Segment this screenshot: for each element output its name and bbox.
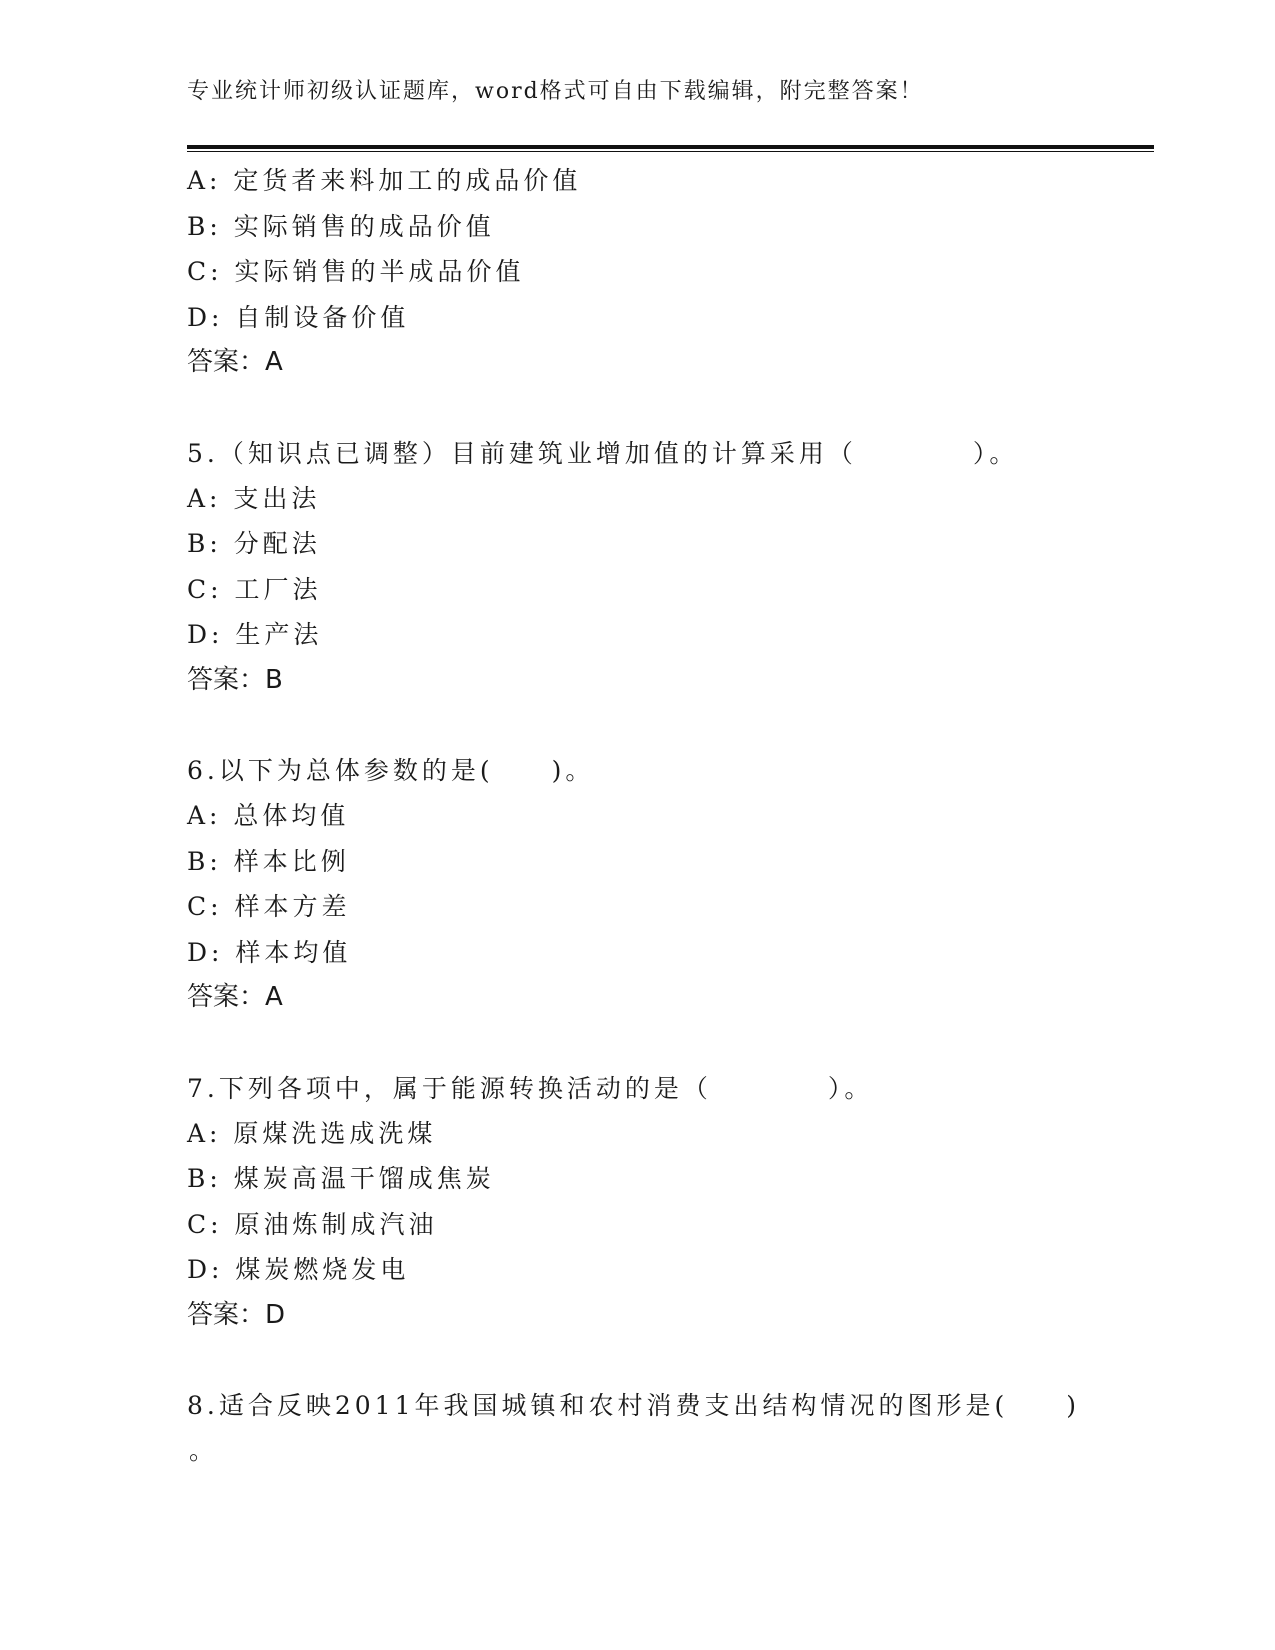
option-b: B: 实际销售的成品价值	[187, 211, 495, 241]
option-b: B: 煤炭高温干馏成焦炭	[187, 1164, 495, 1193]
option-c: C: 工厂法	[187, 574, 322, 604]
option-b: B: 样本比例	[187, 846, 350, 876]
question-stem: 5.（知识点已调整）目前建筑业增加值的计算采用（ ）。	[187, 438, 1019, 468]
spacer	[187, 386, 1087, 431]
question-stem: 6.以下为总体参数的是( )。	[187, 756, 595, 785]
option-a: A: 定货者来料加工的成品价值	[187, 166, 582, 195]
answer-label: 答案：A	[187, 347, 283, 377]
header-divider-thick	[187, 145, 1154, 149]
option-b: B: 分配法	[187, 529, 321, 558]
question-stem-continuation: 。	[189, 1436, 215, 1465]
question-4-block	[187, 158, 1087, 386]
option-a: A: 总体均值	[187, 801, 350, 830]
question-7-block	[187, 1066, 1087, 1339]
option-a: A: 原煤洗选成洗煤	[187, 1118, 437, 1148]
header-divider-thin	[187, 151, 1154, 152]
option-c: C: 原油炼制成汽油	[187, 1209, 438, 1239]
option-d: D: 自制设备价值	[187, 302, 410, 332]
question-6-block	[187, 748, 1087, 1021]
answer-label: 答案：A	[187, 982, 283, 1012]
question-stem: 8.适合反映2011年我国城镇和农村消费支出结构情况的图形是( )	[187, 1391, 1080, 1420]
option-d: D: 样本均值	[187, 937, 352, 967]
question-stem: 7.下列各项中，属于能源转换活动的是（ ）。	[187, 1073, 874, 1103]
option-d: D: 煤炭燃烧发电	[187, 1255, 410, 1284]
question-list	[187, 158, 1087, 1473]
question-8-block	[187, 1383, 1087, 1473]
answer-label: 答案：B	[187, 664, 283, 695]
option-c: C: 实际销售的半成品价值	[187, 257, 525, 286]
spacer	[187, 703, 1087, 748]
option-a: A: 支出法	[187, 483, 321, 513]
page-header: 专业统计师初级认证题库，word格式可自由下载编辑，附完整答案！	[187, 79, 924, 104]
spacer	[187, 1021, 1087, 1066]
option-d: D: 生产法	[187, 620, 323, 649]
option-c: C: 样本方差	[187, 892, 351, 921]
question-5-block	[187, 431, 1087, 704]
spacer	[187, 1338, 1087, 1383]
answer-label: 答案：D	[187, 1299, 286, 1330]
